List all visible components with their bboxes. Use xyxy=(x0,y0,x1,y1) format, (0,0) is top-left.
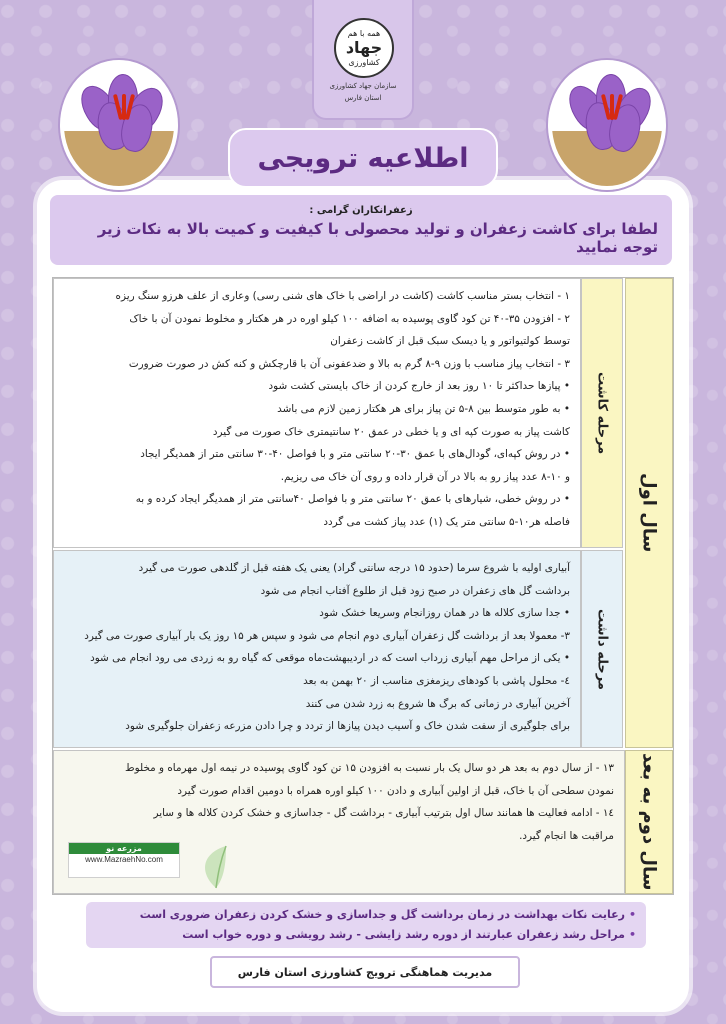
mazraehno-logo xyxy=(68,842,180,878)
planting-line: و ۱۰-۸ عدد پیاز رو به بالا در آن قرار داده و روی آن خاک می ریزیم. xyxy=(280,470,570,483)
planting-text xyxy=(53,278,581,548)
greeting: زعفرانکاران گرامی : xyxy=(309,205,413,216)
logo-name: جهاد xyxy=(345,38,383,58)
note-text: مراحل رشد زعفران عبارتند از دوره رشد زایشی - رشد رویشی و دوره خواب است xyxy=(182,928,625,941)
planting-line: • پیازها حداکثر تا ۱۰ روز بعد از خارج کردن از خاک بایستی کشت شود xyxy=(268,380,570,393)
year-two-label: سال دوم به بعد xyxy=(638,753,660,891)
note-item xyxy=(96,925,636,945)
logo-org-line1: سازمان جهاد کشاورزی xyxy=(329,82,397,90)
keeping-line: ٤- محلول پاشی با کودهای ریزمغزی مناسب از ۲۰ بهمن به بعد xyxy=(303,674,570,687)
jahad-logo xyxy=(334,18,394,78)
planting-stage-cell xyxy=(581,278,623,548)
logo-tab xyxy=(312,0,414,120)
year-two-cell xyxy=(625,750,673,894)
second-year-line: ۱۳ - از سال دوم به بعد هر دو سال یک بار نسبت به افزودن ۱۵ تن کود گاوی پوسیده در نیمه اول مهرماه و مخلوط xyxy=(125,762,614,774)
bullet-icon: • xyxy=(628,928,636,941)
note-item xyxy=(96,905,636,925)
second-year-line: ۱٤ - ادامه فعالیت ها همانند سال اول بترتیب آبیاری - برداشت گل - جداسازی و خشک کردن کلاله ها و سایر xyxy=(153,807,614,820)
keeping-text xyxy=(53,550,581,748)
keeping-line: • جدا سازی کلاله ها در همان روزانجام وسریعا خشک شود xyxy=(319,607,570,620)
planting-line: ۲ - افزودن ۳۵-۴۰ تن کود گاوی پوسیده به اضافه ۱۰۰ کیلو اوره در هر هکتار و مخلوط نمودن آن با خاک xyxy=(129,312,570,325)
second-year-line: مراقبت ها انجام گیرد. xyxy=(519,829,614,842)
saffron-flower-image-left xyxy=(60,60,178,190)
planting-line: توسط کولتیواتور و یا دیسک سبک قبل از کاشت زعفران xyxy=(330,335,570,348)
keeping-stage-cell xyxy=(581,550,623,748)
keeping-line: برداشت گل های زعفران در صبح زود قبل از طلوع آفتاب انجام می شود xyxy=(260,584,570,597)
mazraehno-url: www.MazraehNo.com xyxy=(85,855,163,864)
logo-motto: همه با هم xyxy=(347,28,381,38)
planting-line: ۱ - انتخاب بستر مناسب کاشت (کاشت در اراضی با خاک های شنی رسی) وعاری از علف هرزو سنگ ریزه xyxy=(115,290,570,302)
keeping-line: ۳- معمولا بعد از برداشت گل زعفران آبیاری دوم انجام می شود و سپس هر ۱۵ روز یک بار آبیاری صورت می گیرد xyxy=(84,629,570,642)
bullet-icon: • xyxy=(628,908,636,921)
leaf-icon xyxy=(196,844,236,890)
keeping-line: • یکی از مراحل مهم آبیاری زرداب است که در اردیبهشت‌ماه موقعی که گیاه رو به زردی می رود انجام می شود xyxy=(90,652,570,665)
year-one-label: سال اول xyxy=(638,473,660,553)
planting-line: کاشت پیاز به صورت کپه ای و یا خطی در عمق ۲۰ سانتیمتری خاک صورت می گیرد xyxy=(212,425,570,438)
footer-credit: مدیریت هماهنگی ترویج کشاورزی استان فارس xyxy=(210,956,520,988)
keeping-line: آبیاری اولیه با شروع سرما (حدود ۱۵ درجه سانتی گراد) یعنی یک هفته قبل از گلدهی صورت می گیرد xyxy=(138,562,570,574)
keeping-stage-label: مرحله داشت xyxy=(594,608,610,690)
notes-box xyxy=(86,902,646,948)
planting-line: فاصله هر۱۰-۵ سانتی متر یک (۱) عدد پیاز کشت می گردد xyxy=(323,515,570,528)
planting-line: • در روش خطی، شیارهای با عمق ۲۰ سانتی متر و با فواصل ۴۰سانتی متر از همدیگر ایجاد کرده و به xyxy=(135,493,570,506)
note-text: رعایت نکات بهداشت در زمان برداشت گل و جداسازی و خشک کردن زعفران ضروری است xyxy=(139,908,625,921)
page-title: اطلاعیه ترویجی xyxy=(228,128,498,188)
guidelines-table xyxy=(52,277,674,895)
keeping-line: آخرین آبیاری در زمانی که برگ ها شروع به زرد شدن می کنند xyxy=(305,697,570,710)
headline: لطفا برای کاشت زعفران و تولید محصولی با کیفیت و کمیت بالا به نکات زیر توجه نمایید xyxy=(97,220,658,256)
subheading-box xyxy=(50,195,672,265)
logo-org-line2: استان فارس xyxy=(344,94,382,102)
second-year-line: نمودن سطحی آن با خاک، قبل از اولین آبیاری و دادن ۱۰۰ کیلو اوره همراه با دومین اقدام صورت گیرد xyxy=(177,784,614,797)
keeping-line: برای جلوگیری از سفت شدن خاک و آسیب دیدن پیازها از تردد و چرا دادن مزرعه زعفران جلوگیری شود xyxy=(125,720,570,733)
mazraehno-name: مزرعه نو xyxy=(69,843,179,854)
year-one-cell xyxy=(625,278,673,748)
planting-line: • در روش کپه‌ای، گودال‌های با عمق ۳۰-۲۰ سانتی متر و با فواصل ۴۰-۳۰ سانتی متر از همدیگر ایجاد xyxy=(140,448,570,461)
planting-stage-label: مرحله کاشت xyxy=(594,371,610,455)
logo-sub: کشاورزی xyxy=(348,57,380,67)
planting-line: ۳ - انتخاب پیاز مناسب با وزن ۹-۸ گرم به بالا و ضدعفونی آن با قارچکش و کنه کش در صورت ضرورت xyxy=(128,357,570,370)
planting-line: • به طور متوسط بین ۸-۵ تن پیاز برای هر هکتار زمین لازم می باشد xyxy=(277,402,570,415)
saffron-flower-image-right xyxy=(548,60,666,190)
